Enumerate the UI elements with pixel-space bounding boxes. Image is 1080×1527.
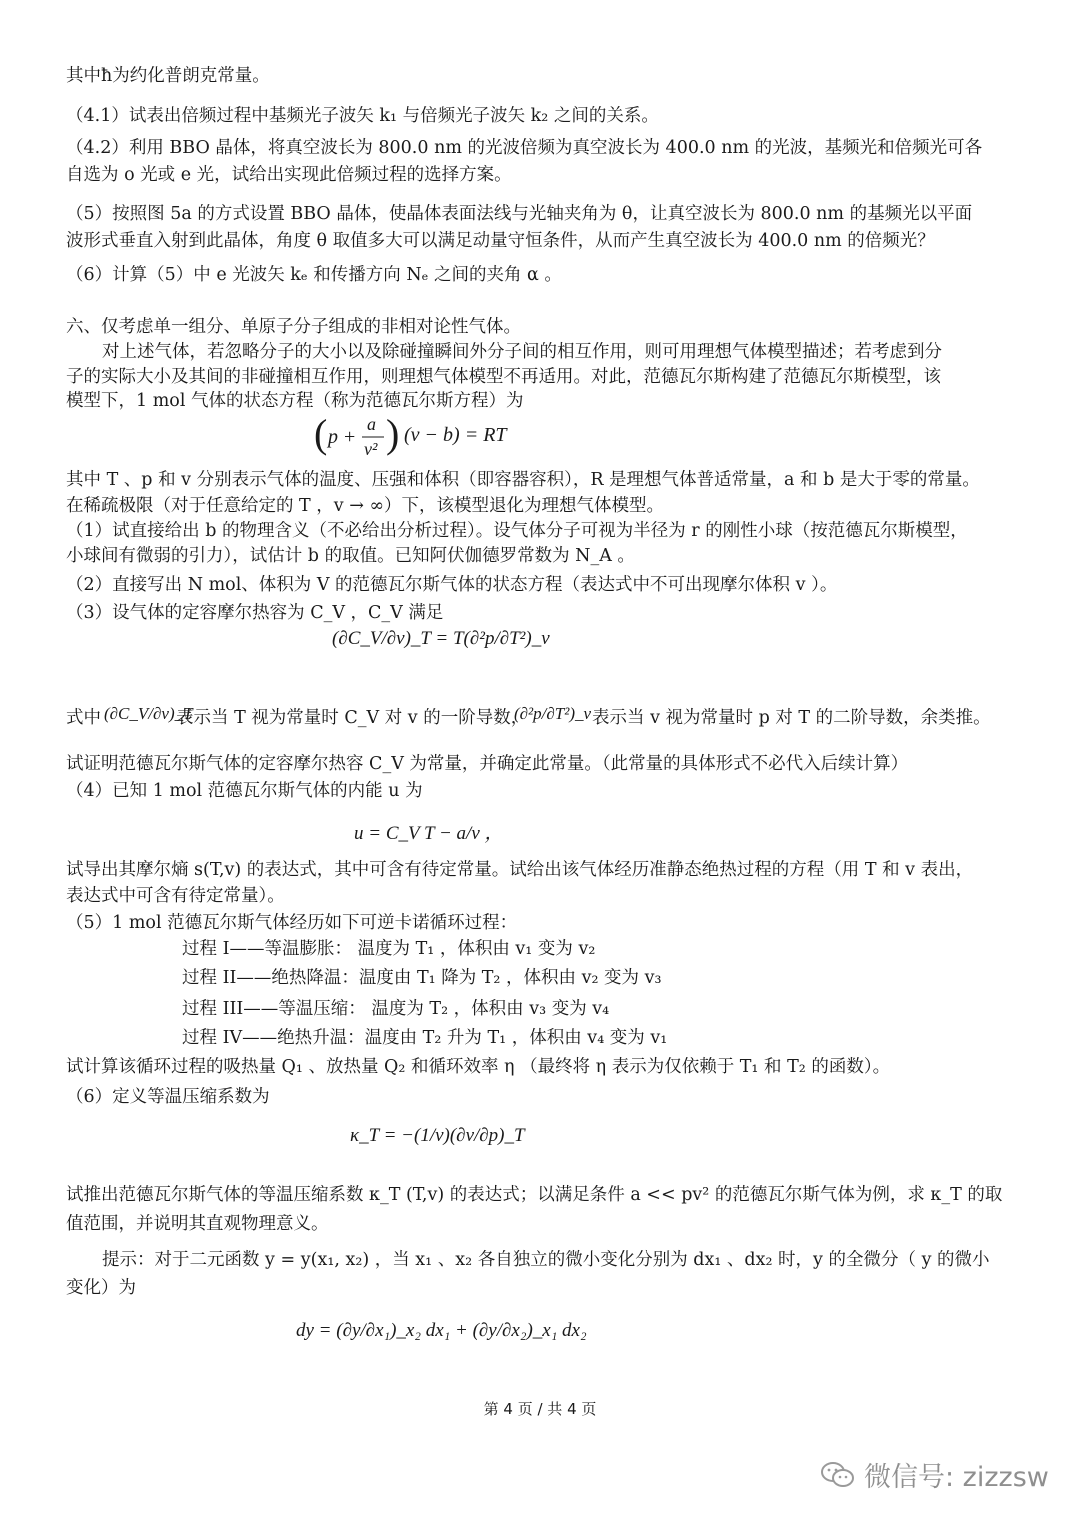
d2p-expression: (∂²p/∂T²)_v: [514, 704, 592, 723]
paragraph-line: 在稀疏极限（对于任意给定的 T ，v → ∞）下，该模型退化为理想气体模型。: [66, 496, 665, 516]
dcv-expression: (∂C_V/∂v)_T: [104, 704, 193, 723]
svg-text:a: a: [367, 414, 376, 434]
process-1: 过程 I——等温膨胀： 温度为 T₁ ，体积由 v₁ 变为 v₂: [182, 939, 596, 959]
wechat-watermark: [820, 1455, 1049, 1496]
text-line: 其中ħ为约化普朗克常量。: [66, 66, 270, 86]
paragraph-line: 模型下，1 mol 气体的状态方程（称为范德瓦尔斯方程）为: [66, 391, 524, 411]
question-5: （5）按照图 5a 的方式设置 BBO 晶体，使晶体表面法线与光轴夹角为 θ，让真空波长为 800.0 nm 的基频光以平面: [66, 204, 973, 224]
sub-question-4: （4）已知 1 mol 范德瓦尔斯气体的内能 u 为: [66, 781, 423, 801]
paragraph-line: 试导出其摩尔熵 s(T,v) 的表达式，其中可含有待定常量。试给出该气体经历准静态绝热过程的方程（用 T 和 v 表出，: [66, 860, 974, 880]
paragraph-line: 试推出范德瓦尔斯气体的等温压缩系数 κ_T (T,v) 的表达式；以满足条件 a << pv² 的范德瓦尔斯气体为例，求 κ_T 的取: [66, 1185, 1003, 1205]
paragraph-line: 表达式中可含有待定常量）。: [66, 886, 285, 906]
vdw-equation: [312, 410, 532, 462]
sub-question-3: （3）设气体的定容摩尔热容为 C_V ，C_V 满足: [66, 603, 444, 623]
sub-question-5: （5）1 mol 范德瓦尔斯气体经历如下可逆卡诺循环过程：: [66, 913, 518, 933]
u-equation: u = C_V T − a/v ，: [354, 823, 504, 844]
text-line: 表示当 T 视为常量时 C_V 对 v 的一阶导数，: [176, 708, 529, 728]
svg-text:(: (: [314, 411, 328, 456]
paragraph-line: 子的实际大小及其间的非碰撞相互作用，则理想气体模型不再适用。对此，范德瓦尔斯构建了范德瓦尔斯模型，该: [66, 367, 941, 387]
svg-text:): ): [386, 411, 400, 456]
question-4-1: （4.1）试表出倍频过程中基频光子波矢 k₁ 与倍频光子波矢 k₂ 之间的关系。: [66, 106, 659, 126]
paragraph-line: 其中 T 、p 和 v 分别表示气体的温度、压强和体积（即容器容积），R 是理想气体普适常量，a 和 b 是大于零的常量。: [66, 470, 980, 490]
dy-equation: dy = (∂y/∂x₁)_x₂ dx₁ + (∂y/∂x₂)_x₁ dx₂: [296, 1320, 587, 1341]
wechat-icon: [820, 1461, 856, 1496]
svg-text:p: p: [328, 426, 338, 448]
page-footer: 第 4 页 / 共 4 页: [483, 1400, 597, 1418]
question-4-2: （4.2）利用 BBO 晶体，将真空波长为 800.0 nm 的光波倍频为真空波长为 400.0 nm 的光波，基频光和倍频光可各: [66, 138, 983, 158]
text-line: 表示当 v 视为常量时 p 对 T 的二阶导数，余类推。: [592, 708, 991, 728]
paragraph-line: 试计算该循环过程的吸热量 Q₁ 、放热量 Q₂ 和循环效率 η （最终将 η 表示为仅依赖于 T₁ 和 T₂ 的函数）。: [66, 1057, 891, 1077]
watermark-text: 微信号: zizzsw: [864, 1462, 1049, 1493]
section-title: 六、仅考虑单一组分、单原子分子组成的非相对论性气体。: [66, 317, 521, 337]
text-line: 波形式垂直入射到此晶体，角度 θ 取值多大可以满足动量守恒条件，从而产生真空波长为 400.0 nm 的倍频光？: [66, 231, 935, 251]
svg-text:+: +: [344, 426, 356, 448]
process-4: 过程 IV——绝热升温：温度由 T₂ 升为 T₁ ，体积由 v₄ 变为 v₁: [182, 1028, 668, 1048]
vdw-equation-text: (v − b) = RT: [404, 424, 507, 446]
process-2: 过程 II——绝热降温：温度由 T₁ 降为 T₂ ，体积由 v₂ 变为 v₃: [182, 968, 662, 988]
hint-line: 变化）为: [66, 1278, 136, 1298]
paragraph-line: 小球间有微弱的引力），试估计 b 的取值。已知阿伏伽德罗常数为 N_A 。: [66, 546, 635, 566]
paragraph-line: 对上述气体，若忽略分子的大小以及除碰撞瞬间外分子间的相互作用，则可用理想气体模型描述；若考虑到分: [102, 342, 942, 362]
sub-question-2: （2）直接写出 N mol、体积为 V 的范德瓦尔斯气体的状态方程（表达式中不可出现摩尔体积 v ）。: [66, 575, 838, 595]
process-3: 过程 III——等温压缩： 温度为 T₂ ，体积由 v₃ 变为 v₄: [182, 999, 610, 1019]
question-6: （6）计算（5）中 e 光波矢 kₑ 和传播方向 Nₑ 之间的夹角 α 。: [66, 265, 562, 285]
svg-text:v²: v²: [364, 439, 378, 459]
sub-question-1: （1）试直接给出 b 的物理含义（不必给出分析过程）。设气体分子可视为半径为 r 的刚性小球（按范德瓦尔斯模型，: [66, 521, 968, 541]
kappa-equation: κ_T = −(1/v)(∂v/∂p)_T: [350, 1125, 525, 1146]
hint-line: 提示：对于二元函数 y = y(x₁, x₂) ，当 x₁ 、x₂ 各自独立的微小变化分别为 dx₁ 、dx₂ 时，y 的全微分（ y 的微小: [102, 1250, 990, 1270]
paragraph-line: 试证明范德瓦尔斯气体的定容摩尔热容 C_V 为常量，并确定此常量。（此常量的具体形式不必代入后续计算）: [66, 754, 909, 774]
cv-equation: (∂C_V/∂v)_T = T(∂²p/∂T²)_v: [332, 628, 550, 649]
sub-question-6: （6）定义等温压缩系数为: [66, 1087, 270, 1107]
text-line: 自选为 o 光或 e 光，试给出实现此倍频过程的选择方案。: [66, 165, 512, 185]
text-prefix: 式中: [66, 708, 101, 728]
paragraph-line: 值范围，并说明其直观物理意义。: [66, 1214, 329, 1234]
